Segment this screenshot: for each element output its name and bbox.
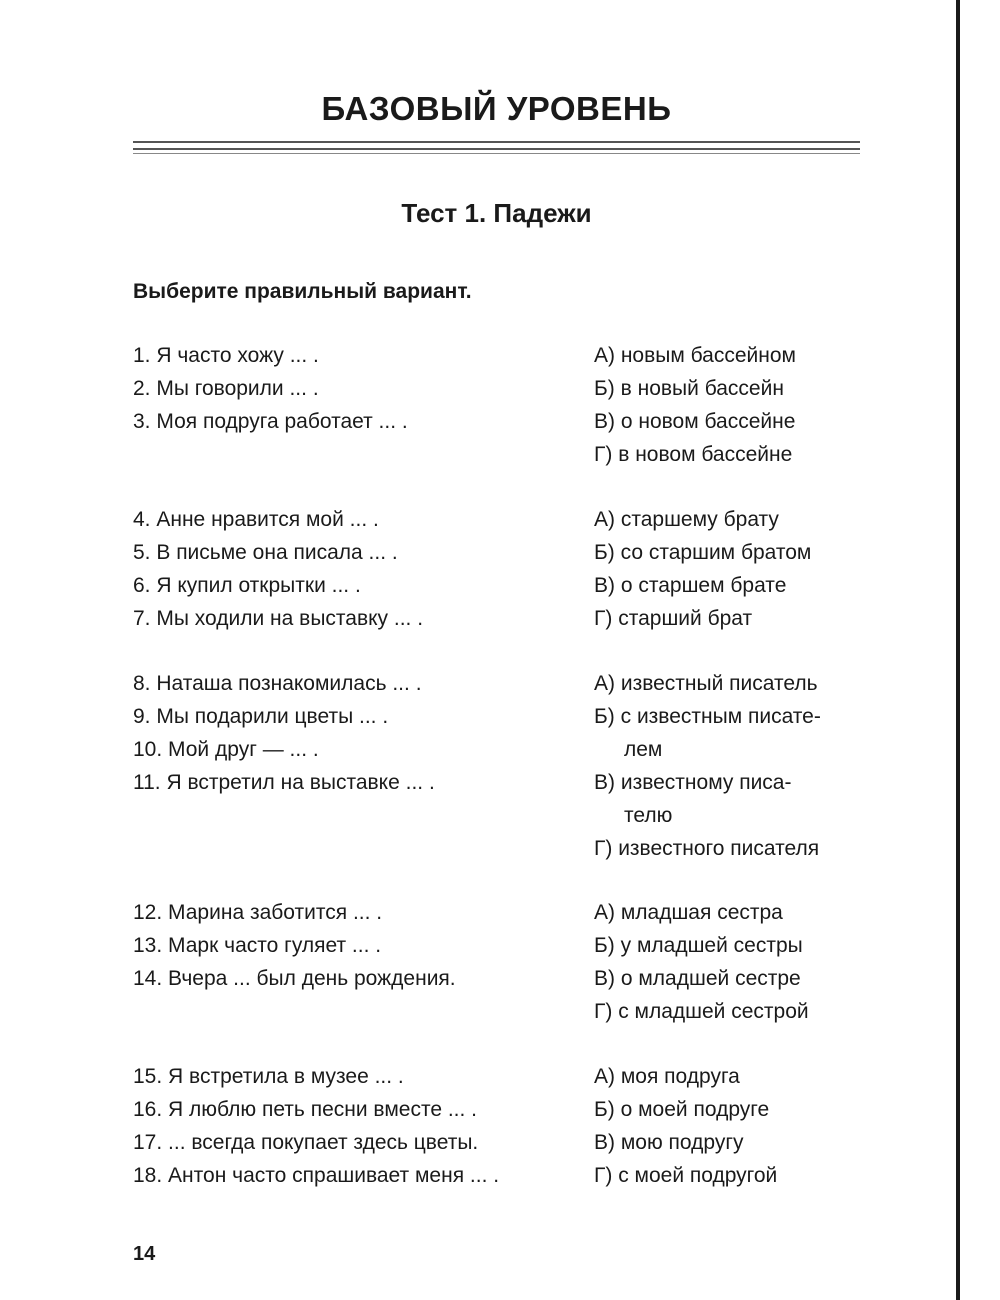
answer-option: Г) в новом бассейне — [594, 443, 793, 466]
questions-list — [133, 896, 573, 995]
answer-option: Г) с моей подругой — [594, 1164, 778, 1187]
answer-option: В) известному писа- телю — [594, 766, 860, 832]
questions-list — [133, 339, 573, 438]
question-item: 13. Марк часто гуляет ... . — [133, 934, 382, 957]
answer-option: В) о новом бассейне — [594, 410, 796, 433]
question-item: 4. Анне нравится мой ... . — [133, 508, 379, 531]
questions-list — [133, 1060, 573, 1192]
answers-list — [594, 339, 860, 471]
answer-option: Б) у младшей сестры — [594, 934, 803, 957]
answer-option: Г) старший брат — [594, 607, 753, 630]
instruction: Выберите правильный вариант. — [133, 280, 472, 303]
answer-option: А) младшая сестра — [594, 901, 783, 924]
answer-continuation: телю — [624, 804, 673, 827]
question-item: 1. Я часто хожу ... . — [133, 344, 319, 367]
title-rule-top — [133, 141, 860, 143]
question-item: 16. Я люблю петь песни вместе ... . — [133, 1098, 478, 1121]
question-item: 14. Вчера ... был день рождения. — [133, 967, 456, 990]
answers-list — [594, 896, 860, 1028]
question-item: 12. Марина заботится ... . — [133, 901, 383, 924]
question-item: 9. Мы подарили цветы ... . — [133, 705, 389, 728]
answer-option: В) о младшей сестре — [594, 967, 801, 990]
answer-option: В) о старшем брате — [594, 574, 787, 597]
answer-option: Б) с известным писате- лем — [594, 700, 860, 766]
question-item: 17. ... всегда покупает здесь цветы. — [133, 1131, 479, 1154]
answer-option: А) новым бассейном — [594, 344, 796, 367]
answer-option: Г) с младшей сестрой — [594, 1000, 809, 1023]
answers-list — [594, 1060, 860, 1192]
question-item: 7. Мы ходили на выставку ... . — [133, 607, 424, 630]
page-title: БАЗОВЫЙ УРОВЕНЬ — [321, 90, 672, 127]
question-item: 15. Я встретила в музее ... . — [133, 1065, 404, 1088]
question-item: 5. В письме она писала ... . — [133, 541, 398, 564]
answer-option: В) мою подругу — [594, 1131, 744, 1154]
question-item: 10. Мой друг — ... . — [133, 738, 319, 761]
answer-option: Г) известного писателя — [594, 837, 820, 860]
title-rule-bottom — [133, 153, 860, 154]
question-item: 3. Моя подруга работает ... . — [133, 410, 408, 433]
question-item: 6. Я купил открытки ... . — [133, 574, 361, 597]
answer-option: Б) в новый бассейн — [594, 377, 784, 400]
question-item: 18. Антон часто спрашивает меня ... . — [133, 1164, 500, 1187]
answers-list — [594, 503, 860, 635]
answer-option: А) известный писатель — [594, 672, 818, 695]
answer-option: Б) со старшим братом — [594, 541, 812, 564]
title-rule-middle — [133, 148, 860, 150]
answer-continuation: лем — [624, 738, 663, 761]
answers-list — [594, 667, 860, 865]
test-title: Тест 1. Падежи — [401, 198, 592, 228]
question-item: 2. Мы говорили ... . — [133, 377, 319, 400]
answer-option: Б) о моей подруге — [594, 1098, 770, 1121]
page-edge-line — [956, 0, 960, 1300]
question-item: 11. Я встретил на выставке ... . — [133, 771, 435, 794]
answer-option: А) моя подруга — [594, 1065, 740, 1088]
questions-list — [133, 667, 573, 799]
question-item: 8. Наташа познакомилась ... . — [133, 672, 422, 695]
page-number: 14 — [133, 1243, 156, 1265]
questions-list — [133, 503, 573, 635]
answer-option: А) старшему брату — [594, 508, 779, 531]
